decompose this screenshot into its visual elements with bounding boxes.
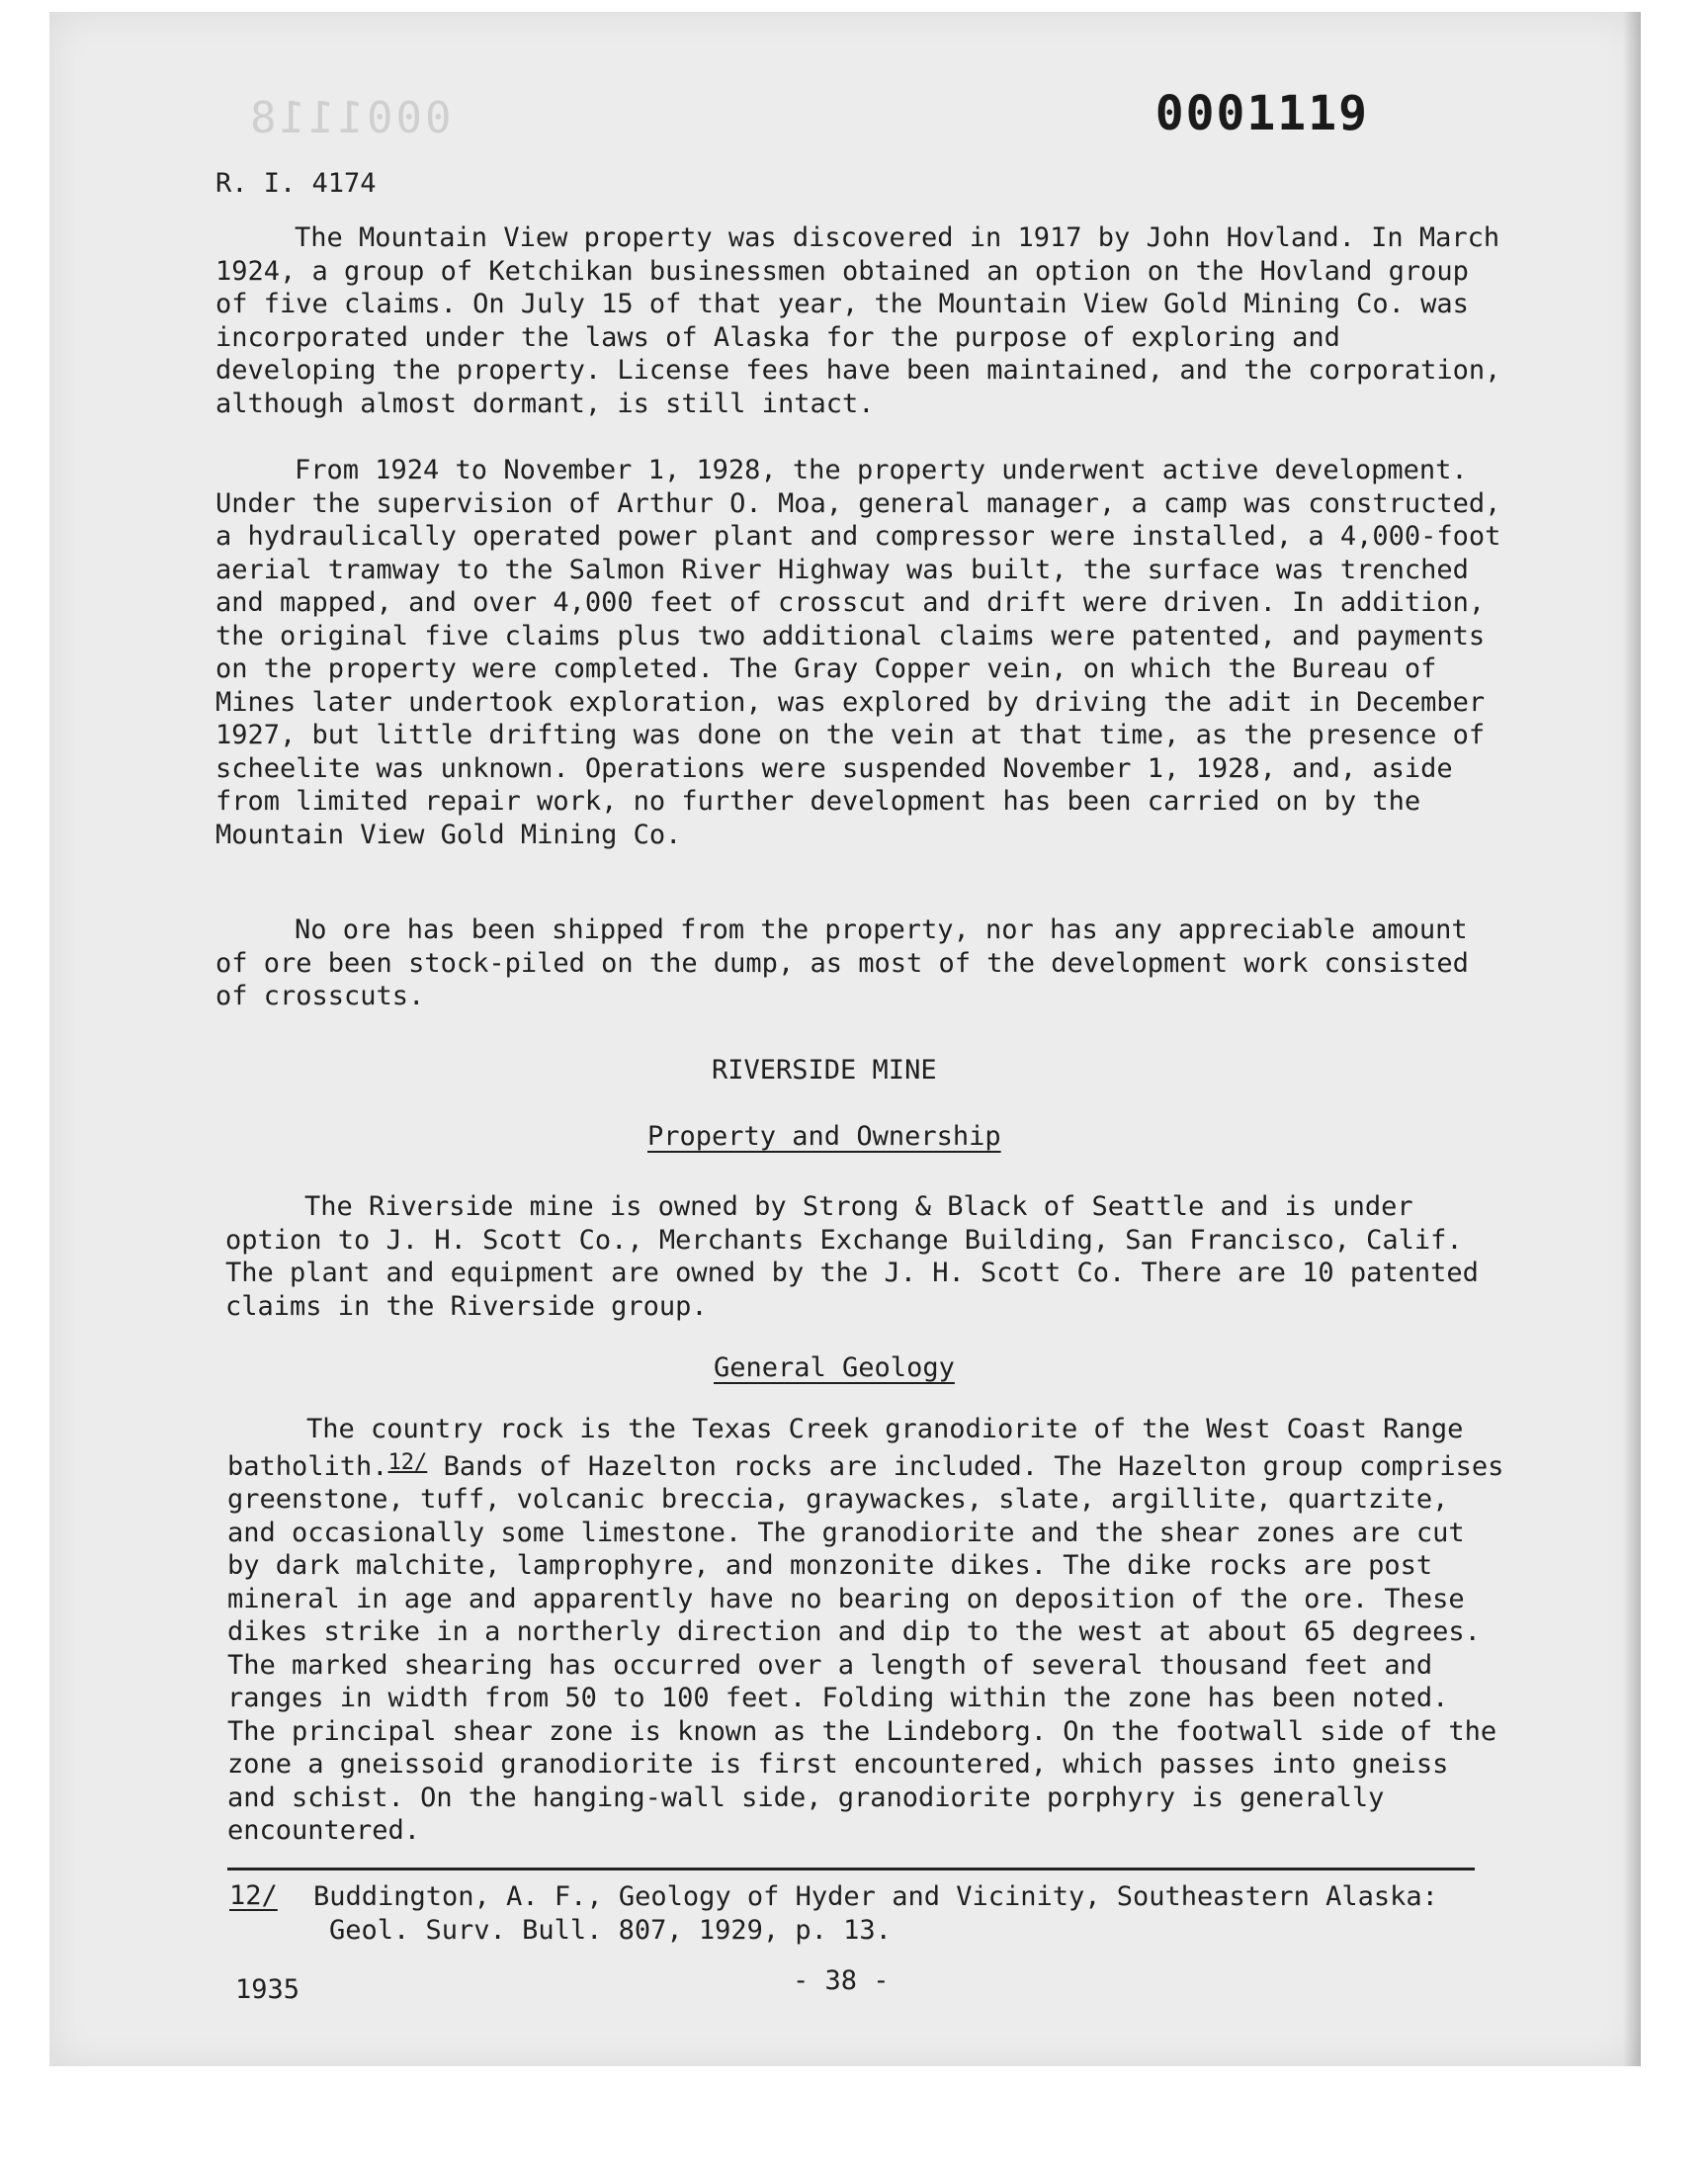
page-number-stamp: 0001119 — [1154, 86, 1369, 141]
subheading-general-geology: General Geology — [714, 1352, 955, 1383]
footer-page-number: - 38 - — [793, 1965, 890, 1996]
section-heading-riverside-mine: RIVERSIDE MINE — [712, 1055, 937, 1086]
geology-text-part2: Bands of Hazelton rocks are included. The Hazelton group comprises greenstone, tuff, volcanic breccia, graywackes, slate, argillite, quartzite, and occasionally some limestone. The granodiorite and the shear zones are cut by dark malchite, lamprophyre, and monzonite dikes. The dike rocks are post mineral in age and apparently have no bearing on deposition of the ore. These dikes strike in a northerly direction and dip to the west at about 65 degrees. The marked shearing has occurred over a length of several thousand feet and ranges in width from 50 to 100 feet. Folding within the zone has been noted. The principal shear zone is known as the Lindeborg. On the footwall side of the zone a gneissoid granodiorite is first encountered, which passes into gneiss and schist. On the hanging-wall side, granodiorite porphyry is generally encountered. — [227, 1450, 1504, 1846]
paragraph-ore-shipment: No ore has been shipped from the property, nor has any appreciable amount of ore been stock-piled on the dump, as most of the development work consisted of crosscuts. — [215, 914, 1469, 1011]
paragraph-mountain-view-history: The Mountain View property was discovered in 1917 by John Hovland. In March 1924, a group of Ketchikan businessmen obtained an option on the Hovland group of five claims. On July 15 of that year, the Mountain View Gold Mining Co. was incorporated under the laws of Alaska for the purpose of exploring and developing the property. License fees have been maintained, and the corporation, although almost dormant, is still intact. — [215, 222, 1501, 419]
paragraph-ownership: The Riverside mine is owned by Strong & Black of Seattle and is under option to J. H. Scott Co., Merchants Exchange Building, San Francisco, Calif. The plant and equipment are owned by the J. H. Scott Co. There are 10 patented claims in the Riverside group. — [225, 1191, 1479, 1322]
footnote-line-2: Geol. Surv. Bull. 807, 1929, p. 13. — [329, 1915, 892, 1946]
ghost-page-stamp: 0001118 — [247, 93, 452, 143]
footnote-line-1: Buddington, A. F., Geology of Hyder and Vicinity, Southeastern Alaska: — [313, 1881, 1438, 1912]
paragraph-development: From 1924 to November 1, 1928, the property underwent active development. Under the supervision of Arthur O. Moa, general manager, a camp was constructed, a hydraulically operated power plant and compressor were installed, a 4,000-foot aerial tramway to the Salmon River Highway was built, the surface was trenched and mapped, and over 4,000 feet of crosscut and drift were driven. In addition, the original five claims plus two additional claims were patented, and payments on the property were completed. The Gray Copper vein, on which the Bureau of Mines later undertook exploration, was explored by driving the adit in December 1927, but little drifting was done on the vein at that time, as the presence of scheelite was unknown. Operations were suspended November 1, 1928, and, aside from limited repair work, no further development has been carried on by the Mountain View Gold Mining Co. — [215, 455, 1501, 850]
report-id: R. I. 4174 — [215, 168, 377, 199]
footnote-mark: 12/ — [229, 1880, 278, 1911]
document-page — [49, 12, 1641, 2066]
footnote-divider — [227, 1868, 1475, 1870]
paragraph-geology — [227, 1413, 1512, 1848]
footnote-reference[interactable]: 12/ — [387, 1449, 428, 1475]
footer-year: 1935 — [235, 1974, 300, 2005]
footnote-citation — [313, 1880, 1499, 1948]
geology-text-part1: The country rock is the Texas Creek granodiorite of the West Coast Range batholith. — [227, 1414, 1464, 1482]
subheading-property-ownership: Property and Ownership — [647, 1121, 1001, 1152]
